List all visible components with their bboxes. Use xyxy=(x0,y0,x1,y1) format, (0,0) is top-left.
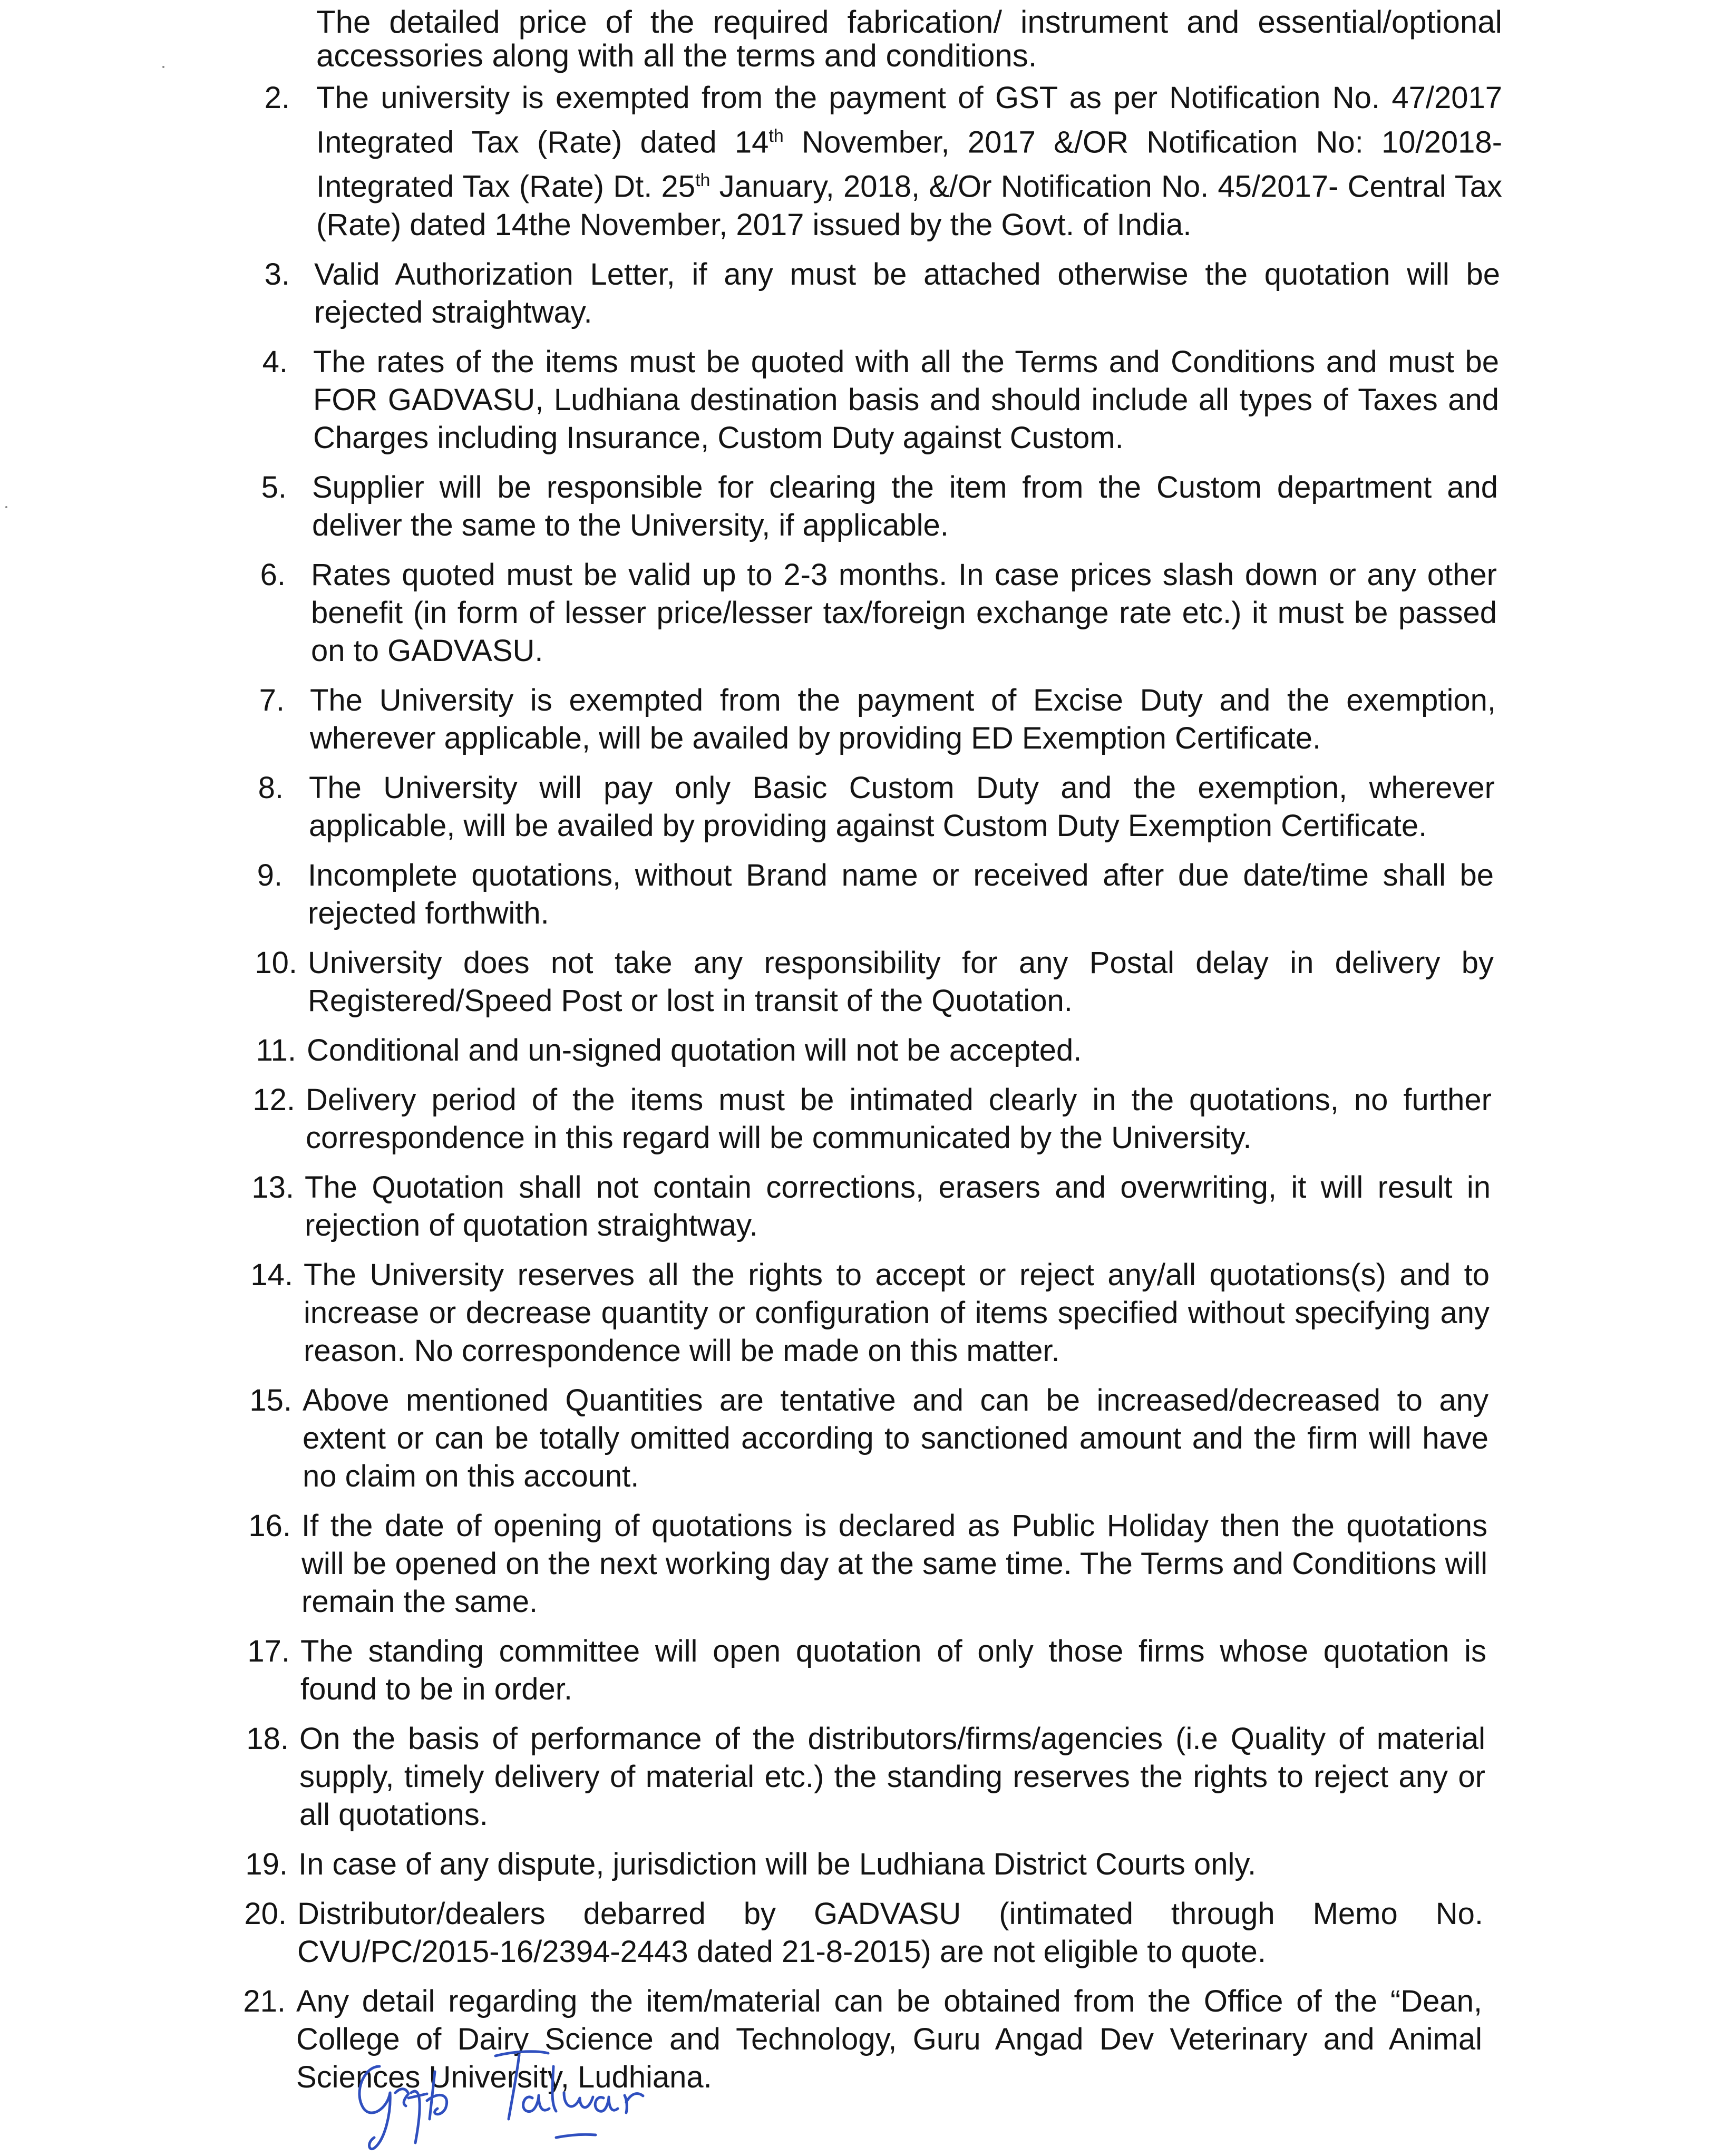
item-text: Rates quoted must be valid up to 2-3 months. In case prices slash down or any other benefit (in form of lesser price/lesser tax/foreign exchange rate etc.) it must be passed on to GADVASU. xyxy=(311,557,1497,668)
item-number: 18. xyxy=(246,1721,289,1756)
item-number: 20. xyxy=(244,1896,287,1931)
item-text: Any detail regarding the item/material can be obtained from the Office of the “Dean, College of Dairy Science and Technology, Guru Angad Dev Veterinary and Animal Sciences University, Ludhiana. xyxy=(296,1984,1482,2094)
item-text: The standing committee will open quotation of only those firms whose quotation is found to be in order. xyxy=(300,1634,1486,1706)
list-item xyxy=(0,256,1732,332)
item-text: Conditional and un-signed quotation will not be accepted. xyxy=(307,1033,1082,1067)
list-item xyxy=(0,1256,1732,1370)
intro-paragraph: The detailed price of the required fabrication/ instrument and essential/optional accessories along with all the terms and conditions. xyxy=(316,4,1502,73)
item-number: 16. xyxy=(248,1508,291,1543)
item-text: Delivery period of the items must be intimated clearly in the quotations, no further correspondence in this regard will be communicated by the University. xyxy=(306,1082,1492,1155)
item-number: 19. xyxy=(245,1847,288,1881)
item-text: The University reserves all the rights to accept or reject any/all quotations(s) and to increase or decrease quantity or configuration of items specified without specifying any reason. No correspondence will be made on this matter. xyxy=(304,1257,1490,1368)
item-number: 14. xyxy=(250,1257,293,1292)
list-item xyxy=(0,343,1732,457)
item-text: Above mentioned Quantities are tentative and can be increased/decreased to any extent or can be totally omitted according to sanctioned amount and the firm will have no claim on this account. xyxy=(303,1383,1488,1493)
list-item xyxy=(0,857,1732,933)
item-text: The University is exempted from the payment of Excise Duty and the exemption, wherever applicable, will be availed by providing ED Exemption Certificate. xyxy=(310,683,1496,755)
list-item xyxy=(0,79,1732,244)
list-item xyxy=(0,1169,1732,1245)
list-item xyxy=(0,1507,1732,1621)
item-number: 5. xyxy=(261,470,287,504)
list-item xyxy=(0,682,1732,757)
item-number: 3. xyxy=(264,257,290,292)
list-item xyxy=(0,1983,1732,2096)
item-text: Distributor/dealers debarred by GADVASU (intimated through Memo No. CVU/PC/2015-16/2394-2443 dated 21-8-2015) are not eligible to quote. xyxy=(297,1896,1483,1969)
list-item xyxy=(0,1720,1732,1834)
item-number: 13. xyxy=(251,1170,294,1205)
item-number: 9. xyxy=(257,858,283,892)
item-text: The Quotation shall not contain corrections, erasers and overwriting, it will result in rejection of quotation straightway. xyxy=(305,1170,1491,1242)
item-number: 15. xyxy=(249,1383,292,1417)
item-number: 4. xyxy=(262,344,288,379)
list-item xyxy=(0,469,1732,545)
item-text: On the basis of performance of the distributors/firms/agencies (i.e Quality of material supply, timely delivery of material etc.) the standing reserves the rights to reject any or all quotations. xyxy=(299,1721,1485,1832)
item-text: If the date of opening of quotations is declared as Public Holiday then the quotations will be opened on the next working day at the same time. The Terms and Conditions will remain the same. xyxy=(301,1508,1487,1619)
list-item xyxy=(0,944,1732,1020)
signature-image xyxy=(343,2035,669,2156)
scan-dot xyxy=(162,66,164,68)
list-item xyxy=(0,769,1732,845)
item-text: Valid Authorization Letter, if any must be attached otherwise the quotation will be rejected straightway. xyxy=(314,257,1500,329)
item-text: The university is exempted from the payment of GST as per Notification No. 47/2017 Integrated Tax (Rate) dated 14th November, 2017 &/OR Notification No: 10/2018-Integrated Tax (Rate) Dt. 25th January, 2018, &/Or Notification No. 45/2017- Central Tax (Rate) dated 14the November, 2017 issued by the Govt. of India. xyxy=(316,81,1503,242)
item-number: 21. xyxy=(243,1984,286,2018)
item-number: 7. xyxy=(259,683,285,717)
item-number: 11. xyxy=(256,1033,296,1067)
item-number: 12. xyxy=(252,1082,295,1117)
list-item xyxy=(0,556,1732,670)
terms-list xyxy=(0,79,1732,2108)
list-item xyxy=(0,1382,1732,1495)
item-number: 17. xyxy=(247,1634,290,1668)
list-item xyxy=(0,1633,1732,1708)
item-text: Supplier will be responsible for clearing the item from the Custom department and deliver the same to the University, if applicable. xyxy=(312,470,1498,542)
list-item xyxy=(0,1081,1732,1157)
list-item xyxy=(0,1846,1732,1883)
item-number: 10. xyxy=(255,945,297,980)
item-text: The rates of the items must be quoted with all the Terms and Conditions and must be FOR GADVASU, Ludhiana destination basis and should include all types of Taxes and Charges including Insurance, Custom Duty against Custom. xyxy=(313,344,1499,455)
item-text: The University will pay only Basic Custom Duty and the exemption, wherever applicable, will be availed by providing against Custom Duty Exemption Certificate. xyxy=(309,770,1495,843)
scan-dot xyxy=(5,506,7,508)
list-item xyxy=(0,1032,1732,1070)
item-text: Incomplete quotations, without Brand name or received after due date/time shall be rejected forthwith. xyxy=(308,858,1494,930)
item-text: University does not take any responsibility for any Postal delay in delivery by Registered/Speed Post or lost in transit of the Quotation. xyxy=(308,945,1494,1018)
item-number: 6. xyxy=(260,557,286,592)
item-number: 2. xyxy=(264,81,290,115)
item-number: 8. xyxy=(258,770,284,805)
item-text: In case of any dispute, jurisdiction will be Ludhiana District Courts only. xyxy=(298,1847,1257,1881)
list-item xyxy=(0,1895,1732,1971)
